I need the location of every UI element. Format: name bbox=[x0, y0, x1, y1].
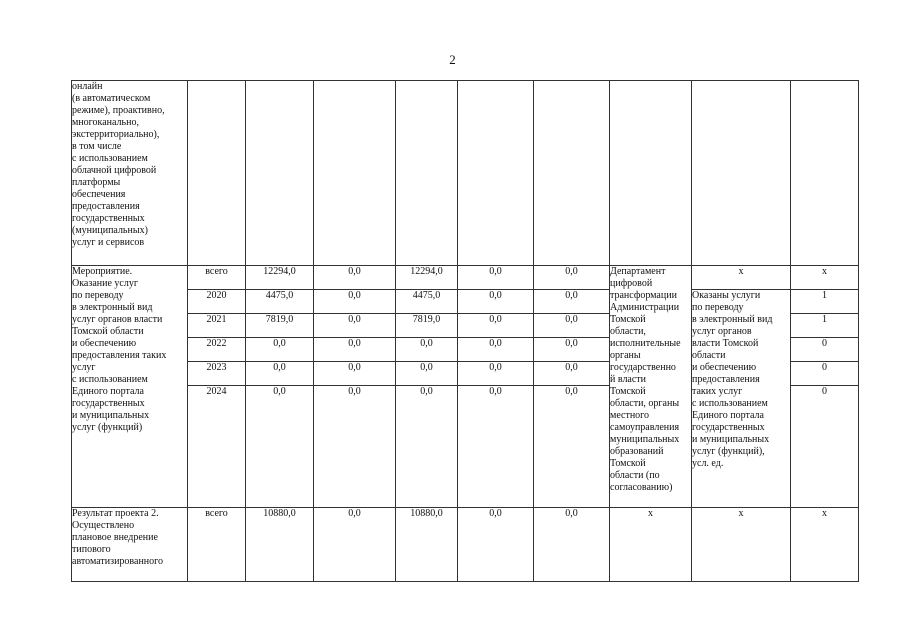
period-cell: 2022 bbox=[188, 338, 246, 362]
total-cell: 12294,0 bbox=[246, 266, 314, 290]
period-cell: 2021 bbox=[188, 314, 246, 338]
total-cell: 10880,0 bbox=[246, 508, 314, 582]
result-name-cell: Результат проекта 2. Осуществлено плановое внедрение типового автоматизированного bbox=[72, 508, 188, 582]
table-row bbox=[72, 81, 859, 266]
empty-cell bbox=[246, 81, 314, 266]
municipal-cell: 0,0 bbox=[458, 290, 534, 314]
budget-table bbox=[71, 80, 859, 582]
regional-cell: 10880,0 bbox=[396, 508, 458, 582]
regional-cell: 12294,0 bbox=[396, 266, 458, 290]
municipal-cell: 0,0 bbox=[458, 362, 534, 386]
regional-cell: 0,0 bbox=[396, 338, 458, 362]
municipal-cell: 0,0 bbox=[458, 266, 534, 290]
table-row bbox=[72, 290, 859, 314]
indicator-name-cell: Оказаны услуги по переводу в электронный вид услуг органов власти Томской области и обеспечению предоставления таких услуг с использованием Единого портала государственных и муниципальных услуг (функций), усл. ед. bbox=[692, 290, 791, 508]
empty-cell bbox=[791, 81, 859, 266]
empty-cell bbox=[396, 81, 458, 266]
other-cell: 0,0 bbox=[534, 386, 610, 508]
other-cell: 0,0 bbox=[534, 508, 610, 582]
indicator-total-cell: х bbox=[692, 266, 791, 290]
total-cell: 4475,0 bbox=[246, 290, 314, 314]
total-cell: 0,0 bbox=[246, 338, 314, 362]
municipal-cell: 0,0 bbox=[458, 508, 534, 582]
empty-cell bbox=[314, 81, 396, 266]
regional-cell: 7819,0 bbox=[396, 314, 458, 338]
municipal-cell: 0,0 bbox=[458, 386, 534, 508]
page-number: 2 bbox=[449, 52, 456, 67]
federal-cell: 0,0 bbox=[314, 338, 396, 362]
period-cell: всего bbox=[188, 266, 246, 290]
total-cell: 0,0 bbox=[246, 386, 314, 508]
federal-cell: 0,0 bbox=[314, 386, 396, 508]
period-cell: 2020 bbox=[188, 290, 246, 314]
activity-name-cell: Мероприятие. Оказание услуг по переводу в электронный вид услуг органов власти Томской области и обеспечению предоставления таких услуг с использованием Единого портала государственных и муниципальных услуг (функций) bbox=[72, 266, 188, 508]
total-cell: 0,0 bbox=[246, 362, 314, 386]
other-cell: 0,0 bbox=[534, 266, 610, 290]
indicator-value-cell: 0 bbox=[791, 338, 859, 362]
indicator-value-cell: х bbox=[791, 508, 859, 582]
table-row bbox=[72, 266, 859, 290]
other-cell: 0,0 bbox=[534, 314, 610, 338]
regional-cell: 0,0 bbox=[396, 386, 458, 508]
indicator-value-cell: 0 bbox=[791, 362, 859, 386]
federal-cell: 0,0 bbox=[314, 266, 396, 290]
period-cell: 2024 bbox=[188, 386, 246, 508]
empty-cell bbox=[458, 81, 534, 266]
total-cell: 7819,0 bbox=[246, 314, 314, 338]
indicator-value-cell: 1 bbox=[791, 314, 859, 338]
activity-name-cell: онлайн (в автоматическом режиме), проактивно, многоканально, экстерриториально), в том числе с использованием облачной цифровой платформы обеспечения предоставления государственных (муниципальных) услуг и сервисов bbox=[72, 81, 188, 266]
indicator-value-cell: 0 bbox=[791, 386, 859, 508]
other-cell: 0,0 bbox=[534, 362, 610, 386]
indicator-value-cell: 1 bbox=[791, 290, 859, 314]
municipal-cell: 0,0 bbox=[458, 314, 534, 338]
empty-cell bbox=[188, 81, 246, 266]
empty-cell bbox=[610, 81, 692, 266]
other-cell: 0,0 bbox=[534, 338, 610, 362]
period-cell: всего bbox=[188, 508, 246, 582]
executor-cell: х bbox=[610, 508, 692, 582]
regional-cell: 0,0 bbox=[396, 362, 458, 386]
federal-cell: 0,0 bbox=[314, 362, 396, 386]
indicator-name-cell: х bbox=[692, 508, 791, 582]
executor-cell: Департамент цифровой трансформации Администрации Томской области, исполнительные органы государственно й власти Томской области, органы местного самоуправления муниципальных образований Томской области (по согласованию) bbox=[610, 266, 692, 508]
federal-cell: 0,0 bbox=[314, 508, 396, 582]
empty-cell bbox=[692, 81, 791, 266]
federal-cell: 0,0 bbox=[314, 290, 396, 314]
table-row bbox=[72, 508, 859, 582]
period-cell: 2023 bbox=[188, 362, 246, 386]
empty-cell bbox=[534, 81, 610, 266]
indicator-value-cell: х bbox=[791, 266, 859, 290]
regional-cell: 4475,0 bbox=[396, 290, 458, 314]
federal-cell: 0,0 bbox=[314, 314, 396, 338]
municipal-cell: 0,0 bbox=[458, 338, 534, 362]
other-cell: 0,0 bbox=[534, 290, 610, 314]
